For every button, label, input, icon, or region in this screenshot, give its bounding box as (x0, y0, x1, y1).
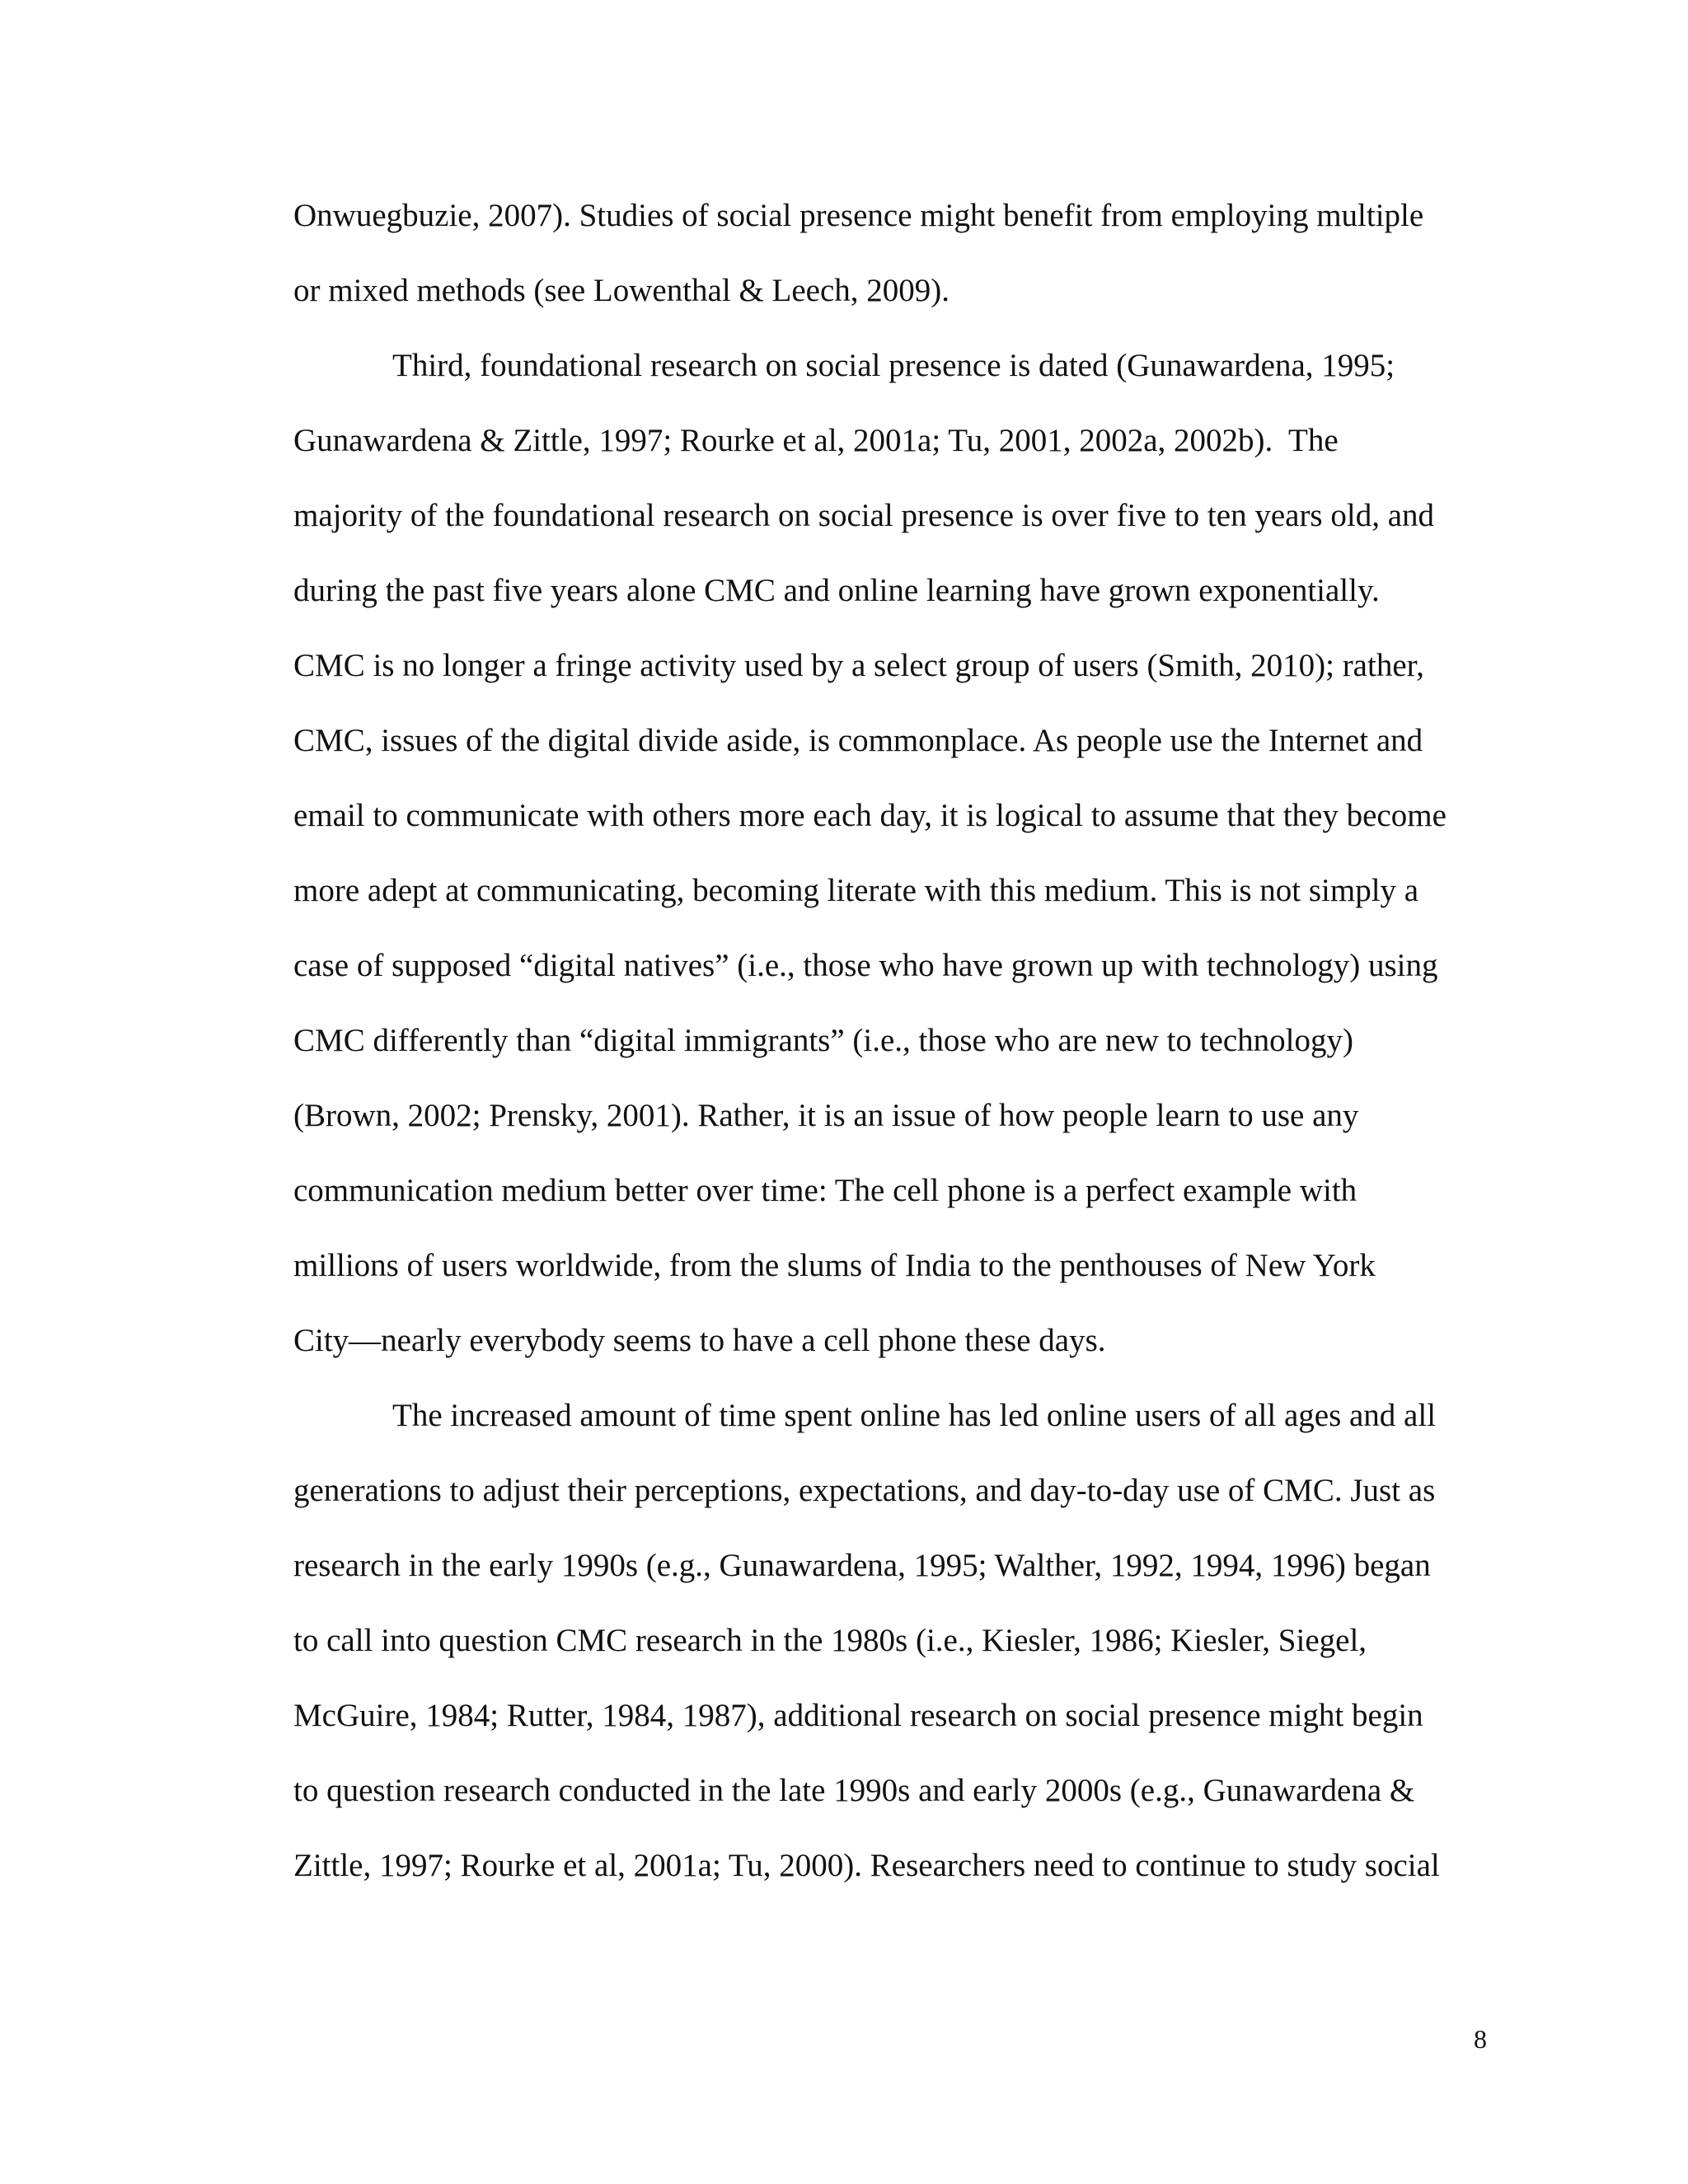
text-line: case of supposed “digital natives” (i.e., those who have grown up with technology) using (293, 948, 1438, 983)
text-line: CMC differently than “digital immigrants” (i.e., those who are new to technology) (293, 1023, 1353, 1058)
text-line: Zittle, 1997; Rourke et al, 2001a; Tu, 2000). Researchers need to continue to study social (293, 1848, 1440, 1883)
text-line: millions of users worldwide, from the slums of India to the penthouses of New York (293, 1248, 1376, 1283)
text-line: CMC, issues of the digital divide aside, is commonplace. As people use the Internet and (293, 723, 1423, 758)
paragraph-first-line: Third, foundational research on social presence is dated (Gunawardena, 1995; (392, 348, 1395, 383)
text-line: McGuire, 1984; Rutter, 1984, 1987), additional research on social presence might begin (293, 1698, 1423, 1733)
text-line: Onwuegbuzie, 2007). Studies of social presence might benefit from employing multiple (293, 198, 1424, 233)
text-line: communication medium better over time: The cell phone is a perfect example with (293, 1173, 1357, 1208)
paragraph-first-line: The increased amount of time spent online has led online users of all ages and all (392, 1398, 1437, 1433)
text-line: (Brown, 2002; Prensky, 2001). Rather, it is an issue of how people learn to use any (293, 1098, 1359, 1133)
text-line: during the past five years alone CMC and online learning have grown exponentially. (293, 573, 1380, 608)
text-line: CMC is no longer a fringe activity used by a select group of users (Smith, 2010); rather, (293, 648, 1424, 683)
text-line: to call into question CMC research in the 1980s (i.e., Kiesler, 1986; Kiesler, Siegel, (293, 1623, 1367, 1658)
text-line: Gunawardena & Zittle, 1997; Rourke et al, 2001a; Tu, 2001, 2002a, 2002b). The (293, 423, 1339, 458)
text-line: majority of the foundational research on social presence is over five to ten years old, and (293, 498, 1435, 533)
text-line: generations to adjust their perceptions, expectations, and day-to-day use of CMC. Just as (293, 1473, 1436, 1508)
text-line: more adept at communicating, becoming literate with this medium. This is not simply a (293, 873, 1419, 908)
text-line: to question research conducted in the late 1990s and early 2000s (e.g., Gunawardena & (293, 1773, 1415, 1808)
page-number: 8 (1474, 2024, 1487, 2054)
text-line: email to communicate with others more each day, it is logical to assume that they become (293, 798, 1447, 833)
text-line: or mixed methods (see Lowenthal & Leech, 2009). (293, 273, 950, 308)
text-line: City—nearly everybody seems to have a cell phone these days. (293, 1323, 1106, 1358)
body-text (293, 188, 1480, 1913)
text-line: research in the early 1990s (e.g., Gunawardena, 1995; Walther, 1992, 1994, 1996) began (293, 1548, 1431, 1583)
